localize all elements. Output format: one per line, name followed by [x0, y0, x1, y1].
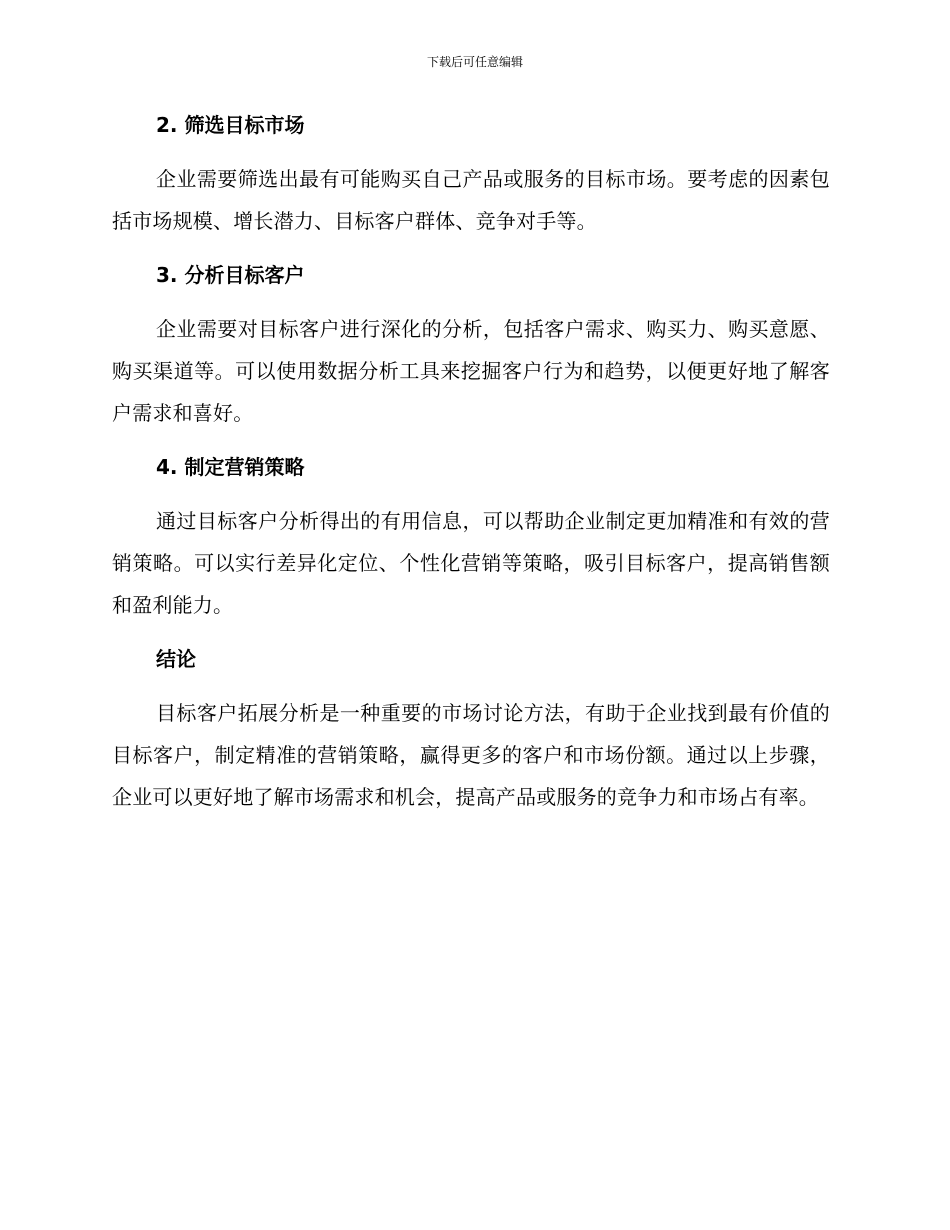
- section-conclusion: [112, 638, 830, 818]
- section-select-target-market: [112, 104, 830, 242]
- section-marketing-strategy: [112, 446, 830, 626]
- section-paragraph: 目标客户拓展分析是一种重要的市场讨论方法，有助于企业找到最有价值的目标客户，制定精准的营销策略，赢得更多的客户和市场份额。通过以上步骤，企业可以更好地了解市场需求和机会，提高产品或服务的竞争力和市场占有率。: [112, 701, 830, 809]
- section-paragraph: 企业需要对目标客户进行深化的分析，包括客户需求、购买力、购买意愿、购买渠道等。可以使用数据分析工具来挖掘客户行为和趋势，以便更好地了解客户需求和喜好。: [112, 317, 830, 425]
- page-header: 下载后可任意编辑: [426, 55, 523, 69]
- section-heading: 3. 分析目标客户: [156, 263, 305, 287]
- section-heading: 结论: [156, 647, 196, 671]
- section-heading: 2. 筛选目标市场: [156, 113, 305, 137]
- document-body: [112, 104, 830, 830]
- section-paragraph: 企业需要筛选出最有可能购买自己产品或服务的目标市场。要考虑的因素包括市场规模、增长潜力、目标客户群体、竞争对手等。: [112, 167, 830, 233]
- section-paragraph: 通过目标客户分析得出的有用信息，可以帮助企业制定更加精准和有效的营销策略。可以实行差异化定位、个性化营销等策略，吸引目标客户，提高销售额和盈利能力。: [112, 509, 830, 617]
- section-analyze-target-customers: [112, 254, 830, 434]
- section-heading: 4. 制定营销策略: [156, 455, 305, 479]
